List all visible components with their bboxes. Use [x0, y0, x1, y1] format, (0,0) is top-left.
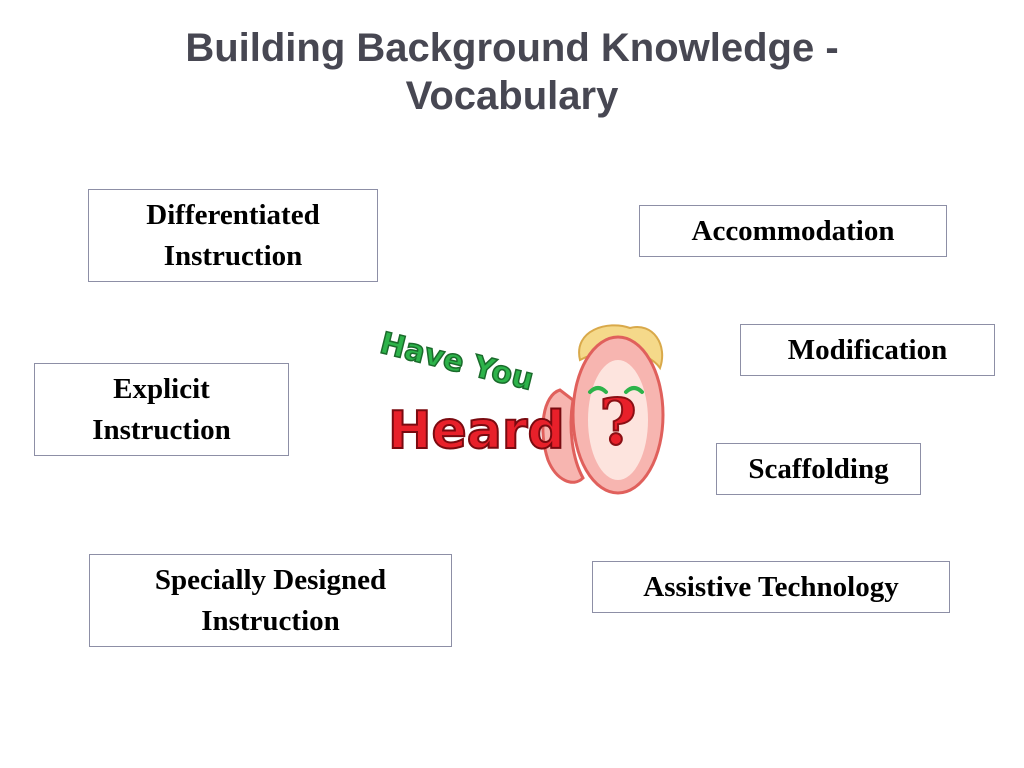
term-accommodation: [639, 205, 947, 257]
term-modification: [740, 324, 995, 376]
slide-title: [0, 24, 1024, 120]
have-you-text: Have You: [376, 325, 537, 398]
term-explicit-instruction: [34, 363, 289, 456]
term-line: Instruction: [92, 413, 231, 446]
term-line: Differentiated: [146, 198, 320, 231]
listening-face-icon: [368, 320, 668, 500]
term-assistive-technology: [592, 561, 950, 613]
title-line-1: Building Background Knowledge -: [185, 26, 839, 70]
term-differentiated-instruction: [88, 189, 378, 282]
term-line: Scaffolding: [748, 452, 889, 485]
term-line: Specially Designed: [154, 563, 387, 596]
question-mark: ?: [599, 385, 637, 460]
term-line: Instruction: [163, 239, 303, 272]
heard-text: Heard: [388, 401, 565, 461]
term-specially-designed-instruction: [89, 554, 452, 647]
term-line: Accommodation: [691, 214, 895, 247]
term-line: Instruction: [201, 604, 340, 637]
term-line: Explicit: [113, 372, 210, 405]
term-scaffolding: [716, 443, 921, 495]
term-line: Assistive Technology: [643, 570, 899, 603]
have-you-heard-clipart: [368, 320, 668, 500]
title-line-2: Vocabulary: [405, 74, 619, 118]
term-line: Modification: [787, 333, 948, 366]
